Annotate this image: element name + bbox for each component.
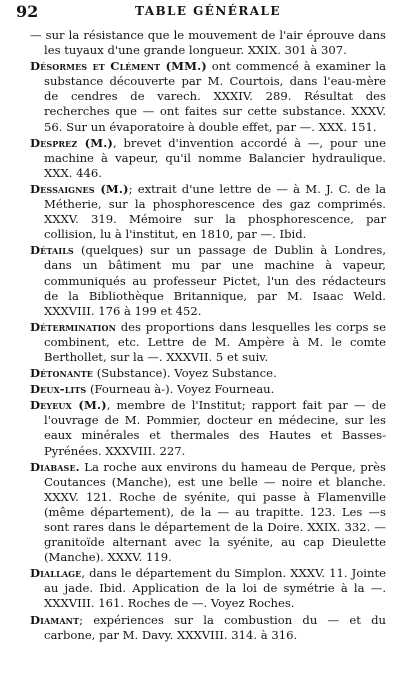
index-entry xyxy=(30,566,386,611)
entry-headword: Deux-lits xyxy=(30,382,87,397)
index-entry xyxy=(30,613,386,643)
entry-text: ; expériences sur la combustion du — et du carbone, par M. Davy. XXXVIII. 314. à 316. xyxy=(44,612,386,642)
entry-headword: Desprez (M.) xyxy=(30,135,113,150)
index-entry xyxy=(30,59,386,134)
entry-text: ont commencé à examiner la substance découverte par M. Courtois, dans l'eau-mère de cendres de varech. XXXIV. 289. Résultat des recherches que — ont faites sur cette substance. XXXV. 56. Sur un évaporatoire à double effet, par —. XXX. 151. xyxy=(44,59,386,134)
running-title: TABLE GÉNÉRALE xyxy=(134,4,282,18)
index-entry xyxy=(30,28,386,58)
entry-headword: Détermination xyxy=(30,319,117,334)
entry-text: , membre de l'Institut; rapport fait par — de l'ouvrage de M. Pommier, docteur en médecine, sur les eaux minérales et thermales des Hautes et Basses-Pyrénées. XXXVIII. 227. xyxy=(44,398,386,458)
entry-text: La roche aux environs du hameau de Perque, près Coutances (Manche), est une belle — noire et blanche. XXXV. 121. Roche de syénite, qui passe à Flamenville (même département), de la — au trapitte. 123. Les —s sont rares dans le département de la Doire. XXIX. 332. — granitoïde alternant avec la syénite, au cap Dieulette (Manche). XXXV. 119. xyxy=(44,459,386,565)
index-entry xyxy=(30,382,386,397)
entry-headword: Détonante xyxy=(30,366,94,381)
entry-headword: Dessaignes (M.) xyxy=(30,181,129,196)
entry-headword: Détails xyxy=(30,243,74,258)
entry-text: des proportions dans lesquelles les corps se combinent, etc. Lettre de M. Ampère à M. le comte Berthollet, sur la —. XXXVII. 5 et suiv. xyxy=(44,319,386,364)
entry-headword: Diamant xyxy=(30,612,80,627)
entry-headword: Désormes et Clément (MM.) xyxy=(30,59,207,74)
entry-text: (Substance). Voyez Substance. xyxy=(93,366,277,381)
entry-text: ; extrait d'une lettre de — à M. J. C. de la Métherie, sur la phosphorescence des gaz comprimés. XXXV. 319. Mémoire sur la phosphorescence, par collision, lu à l'institut, en 1810, par —. Ibid. xyxy=(44,181,386,242)
index-entry xyxy=(30,460,386,566)
page-number: 92 xyxy=(16,2,39,21)
entry-text: , dans le département du Simplon. XXXV. 11. Jointe au jade. Ibid. Application de la loi de symétrie à la —. XXXVIII. 161. Roches de —. Voyez Roches. xyxy=(44,566,386,611)
entry-headword: Diabase. xyxy=(30,459,80,474)
index-entry xyxy=(30,136,386,181)
entry-text: (Fourneau à-). Voyez Fourneau. xyxy=(86,382,275,397)
entry-text: — sur la résistance que le mouvement de l'air éprouve dans les tuyaux d'une grande longueur. XXIX. 301 à 307. xyxy=(30,28,386,58)
entry-headword: Deyeux (M.) xyxy=(30,398,107,413)
entry-headword: Diallage xyxy=(30,566,82,581)
index-entry xyxy=(30,320,386,365)
entry-text: , brevet d'invention accordé à —, pour une machine à vapeur, qu'il nomme Balancier hydraulique. XXX. 446. xyxy=(44,135,387,180)
index-entry xyxy=(30,398,386,458)
index-entry xyxy=(30,243,386,318)
page-header xyxy=(16,0,386,28)
index-entry xyxy=(30,182,386,242)
index-entries xyxy=(30,28,386,643)
index-entry xyxy=(30,366,386,381)
entry-text: (quelques) sur un passage de Dublin à Londres, dans un bâtiment mu par une machine à vapeur, communiqués au professeur Pictet, l'un des rédacteurs de la Bibliothèque Britannique, par M. Isaac Weld. XXXVIII. 176 à 199 et 452. xyxy=(44,243,386,318)
